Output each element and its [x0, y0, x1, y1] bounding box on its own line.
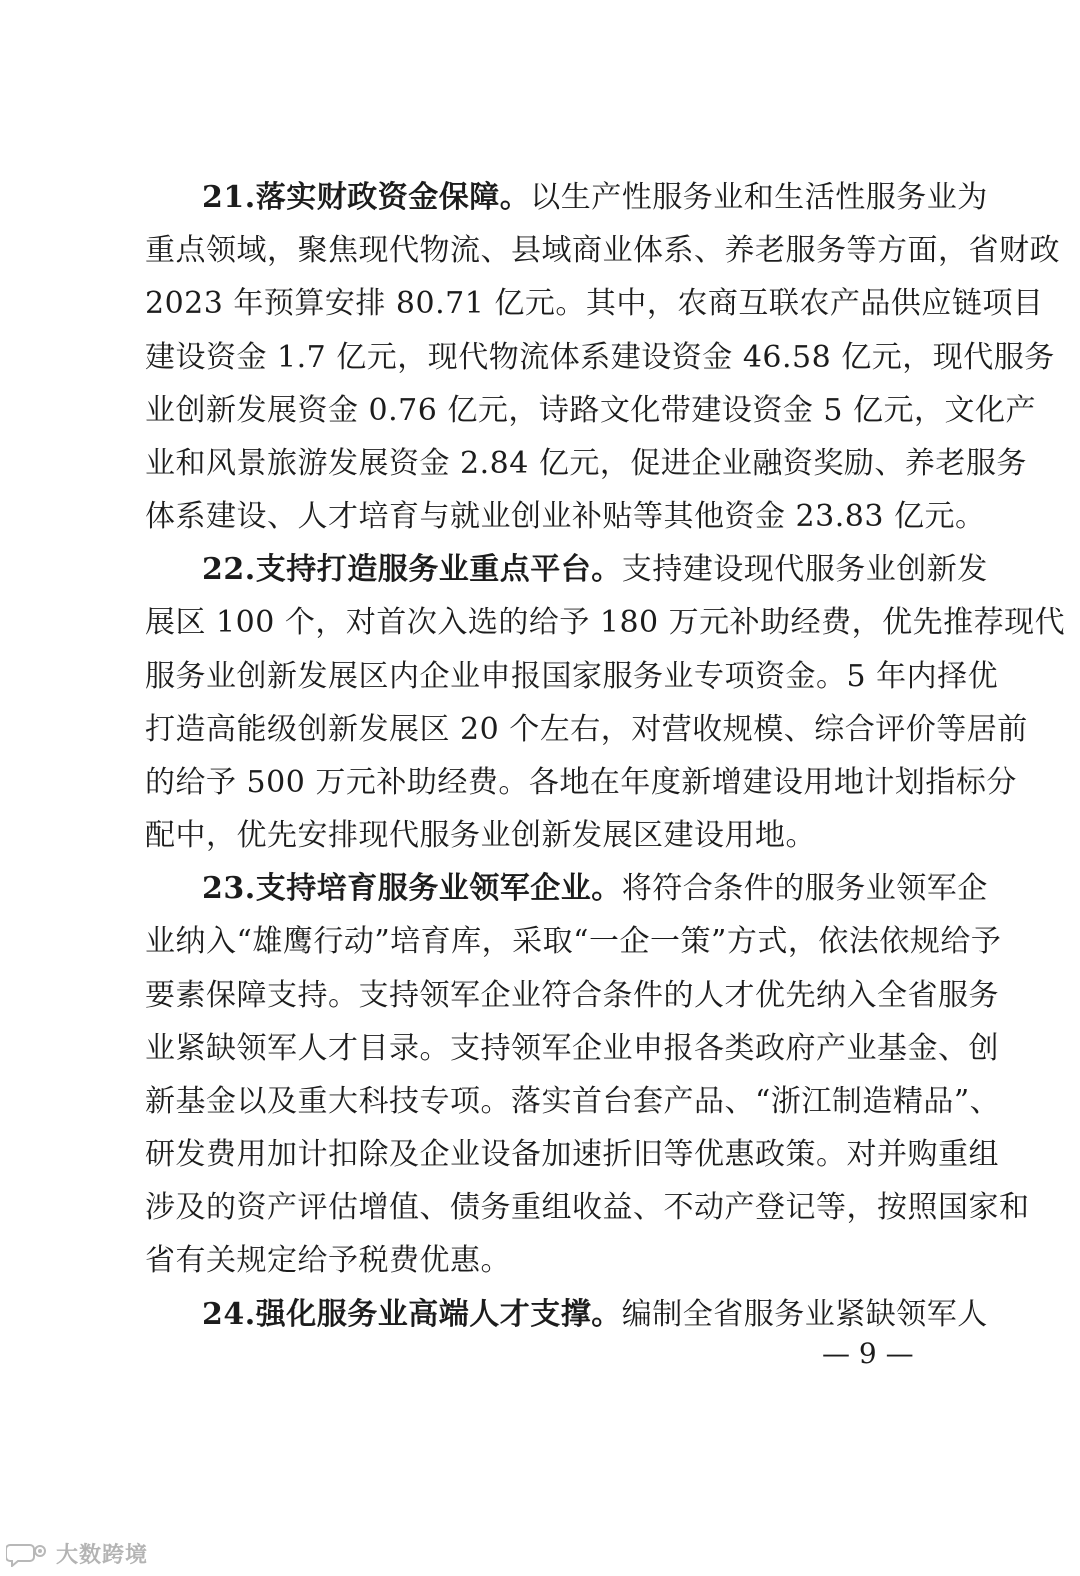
watermark [6, 1538, 148, 1569]
paragraph-21-line-6: 业和风景旅游发展资金 2.84 亿元，促进企业融资奖励、养老服务 [145, 446, 1027, 481]
paragraph-24-line-1: 24.强化服务业高端人才支撑。编制全省服务业紧缺领军人 [202, 1297, 988, 1332]
paragraph-23-line-1: 23.支持培育服务业领军企业。将符合条件的服务业领军企 [202, 871, 988, 906]
paragraph-23-line-8: 省有关规定给予税费优惠。 [145, 1243, 511, 1278]
paragraph-22-heading: 22.支持打造服务业重点平台。 [202, 552, 622, 587]
paragraph-23-heading: 23.支持培育服务业领军企业。 [202, 871, 622, 906]
paragraph-23-line-4: 业紧缺领军人才目录。支持领军企业申报各类政府产业基金、创 [145, 1031, 999, 1066]
paragraph-22-line-5: 的给予 500 万元补助经费。各地在年度新增建设用地计划指标分 [145, 765, 1017, 800]
paragraph-21-line-7: 体系建设、人才培育与就业创业补贴等其他资金 23.83 亿元。 [145, 499, 986, 534]
paragraph-23-line-7: 涉及的资产评估增值、债务重组收益、不动产登记等，按照国家和 [145, 1190, 1030, 1225]
paragraph-21-line-4: 建设资金 1.7 亿元，现代物流体系建设资金 46.58 亿元，现代服务 [145, 340, 1055, 375]
paragraph-21-line-2: 重点领域，聚焦现代物流、县域商业体系、养老服务等方面，省财政 [145, 233, 1060, 268]
paragraph-22-line-6: 配中，优先安排现代服务业创新发展区建设用地。 [145, 818, 816, 853]
paragraph-23-line-5: 新基金以及重大科技专项。落实首台套产品、“浙江制造精品”、 [145, 1084, 1001, 1119]
paragraph-21-line-1: 21.落实财政资金保障。以生产性服务业和生活性服务业为 [202, 180, 988, 215]
paragraph-22-line-2: 展区 100 个，对首次入选的给予 180 万元补助经费，优先推荐现代 [145, 605, 1066, 640]
paragraph-23-line-2: 业纳入“雄鹰行动”培育库，采取“一企一策”方式，依法依规给予 [145, 924, 1002, 959]
paragraph-23-line-6: 研发费用加计扣除及企业设备加速折旧等优惠政策。对并购重组 [145, 1137, 999, 1172]
paragraph-22-line-3: 服务业创新发展区内企业申报国家服务业专项资金。5 年内择优 [145, 659, 999, 694]
paragraph-22-line-4: 打造高能级创新发展区 20 个左右，对营收规模、综合评价等居前 [145, 712, 1028, 747]
speech-bubble-logo-icon [6, 1541, 50, 1567]
paragraph-23-line-3: 要素保障支持。支持领军企业符合条件的人才优先纳入全省服务 [145, 978, 999, 1013]
paragraph-21-heading: 21.落实财政资金保障。 [202, 180, 531, 215]
paragraph-22-line-1: 22.支持打造服务业重点平台。支持建设现代服务业创新发 [202, 552, 988, 587]
watermark-text: 大数跨境 [56, 1543, 149, 1568]
paragraph-24-heading: 24.强化服务业高端人才支撑。 [202, 1297, 622, 1332]
paragraph-21-line-5: 业创新发展资金 0.76 亿元，诗路文化带建设资金 5 亿元，文化产 [145, 393, 1037, 428]
page-number: — 9 — [822, 1337, 914, 1370]
paragraph-21-line-3: 2023 年预算安排 80.71 亿元。其中，农商互联农产品供应链项目 [145, 286, 1044, 321]
